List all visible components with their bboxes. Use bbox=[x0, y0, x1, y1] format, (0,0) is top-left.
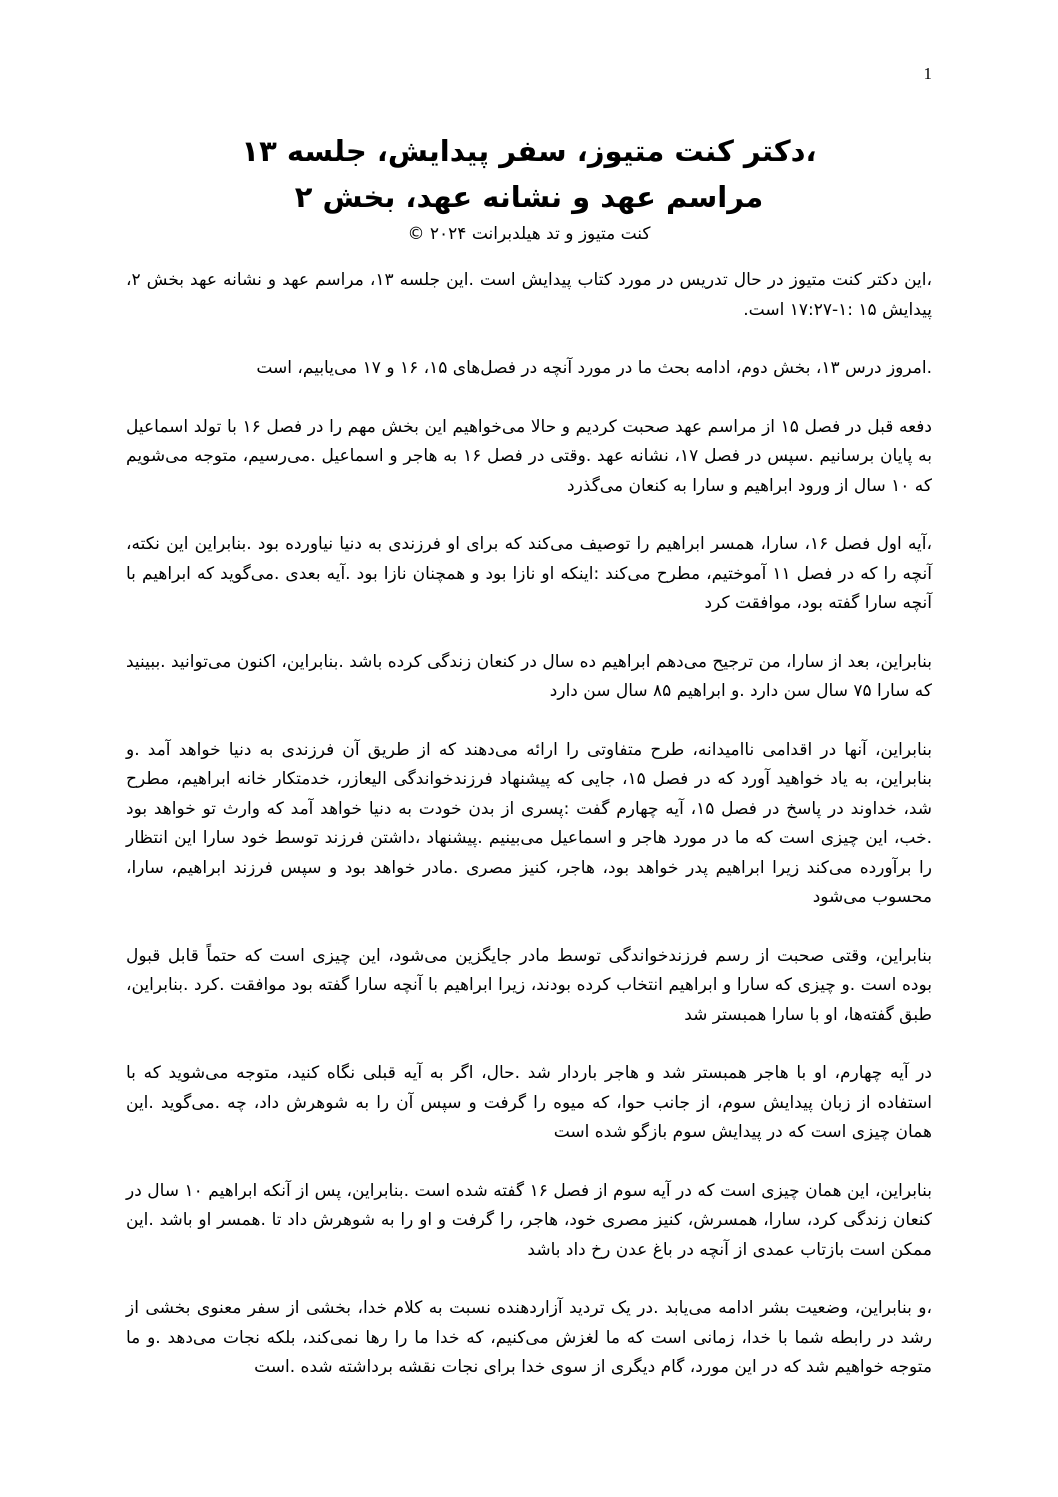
paragraph-2: .امروز درس ۱۳، بخش دوم، ادامه بحث ما در مورد آنچه در فصل‌های ۱۵، ۱۶ و ۱۷ می‌یابیم، است bbox=[256, 358, 932, 378]
document-title-line-1: ،دکتر کنت متیوز، سفر پیدایش، جلسه ۱۳ bbox=[241, 134, 817, 168]
paragraph-7: بنابراین، وقتی صحبت از رسم فرزندخواندگی توسط مادر جایگزین می‌شود، این چیزی است که حتماً قابل قبول بوده است .و چیزی که سارا و ابراهیم انتخاب کرده بودند، زیرا ابراهیم با آنچه سارا گفته بود موافقت .کرد .بنابراین، طبق گفته‌ها، او با سارا همبستر شد bbox=[126, 945, 932, 1025]
paragraph-5: بنابراین، بعد از سارا، من ترجیح می‌دهم ابراهیم ده سال در کنعان زندگی کرده باشد .بنابراین، اکنون می‌توانید .ببینید که سارا ۷۵ سال سن دارد .و ابراهیم ۸۵ سال سن دارد bbox=[126, 651, 932, 701]
paragraph-1: ،این دکتر کنت متیوز در حال تدریس در مورد کتاب پیدایش است .این جلسه ۱۳، مراسم عهد و نشانه عهد بخش ۲، پیدایش ۱۵ :۱-۱۷:۲۷ است. bbox=[126, 270, 933, 320]
document-body bbox=[126, 266, 932, 1412]
copyright-line: کنت متیوز و تد هیلدبرانت ۲۰۲۴ © bbox=[407, 224, 651, 244]
paragraph-6: بنابراین، آنها در اقدامی ناامیدانه، طرح متفاوتی را ارائه می‌دهند که از طریق آن فرزندی به دنیا خواهد آمد .و بنابراین، به یاد خواهید آورد که در فصل ۱۵، جایی که پیشنهاد فرزندخواندگی الیعازر، خدمتکار خانه ابراهیم، مطرح شد، خداوند در پاسخ در فصل ۱۵، آیه چهارم گفت :پسری از بدن خودت به دنیا خواهد آمد که وارث تو خواهد بود .خب، این چیزی است که ما در مورد هاجر و اسماعیل می‌بینیم .پیشنهاد ،داشتن فرزند توسط خود سارا این انتظار را برآورده می‌کند زیرا ابراهیم پدر خواهد بود، هاجر، کنیز مصری .مادر خواهد بود و سپس فرزند ابراهیم، سارا، محسوب می‌شود bbox=[126, 739, 933, 907]
page-number: 1 bbox=[923, 64, 932, 83]
document-title-line-2: مراسم عهد و نشانه عهد، بخش ۲ bbox=[294, 180, 764, 214]
paragraph-9: بنابراین، این همان چیزی است که در آیه سوم از فصل ۱۶ گفته شده است .بنابراین، پس از آنکه ابراهیم ۱۰ سال در کنعان زندگی کرد، سارا، همسرش، کنیز مصری خود، هاجر، را گرفت و او را به شوهرش داد تا .همسر او باشد .این ممکن است بازتاب عمدی از آنچه در باغ عدن رخ داد باشد bbox=[126, 1180, 932, 1260]
paragraph-4: ،آیه اول فصل ۱۶، سارا، همسر ابراهیم را توصیف می‌کند که برای او فرزندی به دنیا نیاورده بود .بنابراین این نکته، آنچه را که در فصل ۱۱ آموختیم، مطرح می‌کند :اینکه او نازا بود و همچنان نازا بود .آیه بعدی .می‌گوید که ابراهیم با آنچه سارا گفته بود، موافقت کرد bbox=[126, 534, 932, 613]
paragraph-8: در آیه چهارم، او با هاجر همبستر شد و هاجر باردار شد .حال، اگر به آیه قبلی نگاه کنید، متوجه می‌شوید که با استفاده از زبان پیدایش سوم، از جانب حوا، که میوه را گرفت و سپس آن را به شوهرش داد، چه .می‌گوید .این همان چیزی است که در پیدایش سوم بازگو شده است bbox=[126, 1063, 932, 1142]
paragraph-3: دفعه قبل در فصل ۱۵ از مراسم عهد صحبت کردیم و حالا می‌خواهیم این بخش مهم را در فصل ۱۶ با تولد اسماعیل به پایان برسانیم .سپس در فصل ۱۷، نشانه عهد .وقتی در فصل ۱۶ به هاجر و اسماعیل .می‌رسیم، متوجه می‌شویم که ۱۰ سال از ورود ابراهیم و سارا به کنعان می‌گذرد bbox=[126, 416, 932, 496]
paragraph-10: ،و بنابراین، وضعیت بشر ادامه می‌یابد .در یک تردید آزاردهنده نسبت به کلام خدا، بخشی از سفر معنوی بخشی از رشد در رابطه شما با خدا، زمانی است که ما لغزش می‌کنیم، که خدا ما را رها نمی‌کند، بلکه نجات می‌دهد .و ما متوجه خواهیم شد که در این مورد، گام دیگری از سوی خدا برای نجات نقشه برداشته شده .است bbox=[126, 1298, 932, 1377]
title-block bbox=[126, 128, 932, 248]
